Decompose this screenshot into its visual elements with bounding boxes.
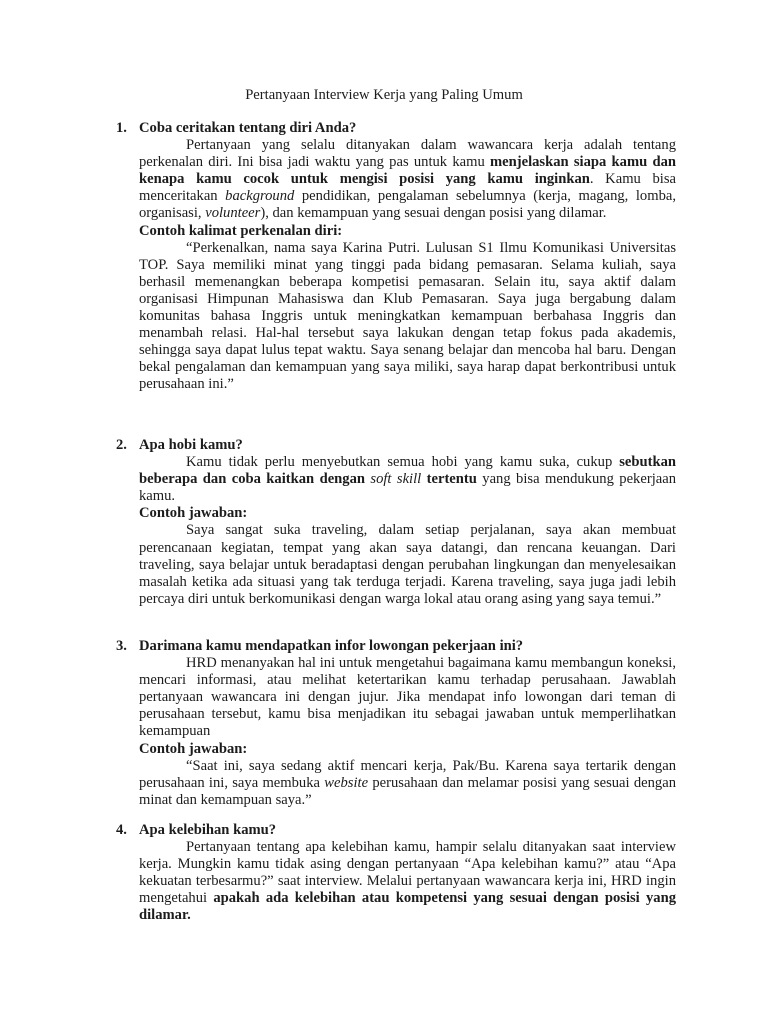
text-run: pendidikan, pengalaman sebelumnya (kerja, magang, lomba, organisasi, <box>139 188 676 222</box>
example-answer <box>116 522 676 607</box>
question-1 <box>116 120 676 394</box>
italic-text: volunteer <box>205 205 261 222</box>
question-heading <box>116 822 676 839</box>
example-label: Contoh kalimat perkenalan diri: <box>139 222 343 239</box>
bold-text: menjelaskan siapa kamu dan kenapa kamu cocok untuk mengisi posisi yang kamu inginkan <box>139 154 676 188</box>
text-run: “Saat ini, saya sedang aktif mencari kerja, Pak/Bu. Karena saya tertarik dengan perusahaan ini, saya membuka <box>139 757 676 791</box>
italic-text: background <box>225 188 295 205</box>
question-number: 2. <box>116 437 127 453</box>
text-run: yang bisa mendukung pekerjaan kamu. <box>139 471 676 505</box>
question-number: 1. <box>116 120 127 136</box>
bold-text: tertentu <box>421 471 477 488</box>
example-label: Contoh jawaban: <box>139 505 248 522</box>
bold-text: sebutkan beberapa dan coba kaitkan dengan <box>139 454 676 488</box>
italic-text: website <box>324 774 369 791</box>
text-run: . Kamu bisa menceritakan <box>139 171 676 205</box>
text-run: perusahaan dan melamar posisi yang sesuai dengan minat dan kemampuan saya.” <box>139 774 676 808</box>
question-2 <box>116 437 676 608</box>
text-run: Kamu tidak perlu menyebutkan semua hobi yang kamu suka, cukup <box>186 454 620 471</box>
example-label: Contoh jawaban: <box>139 740 248 757</box>
question-heading <box>116 437 676 454</box>
explanation-text: HRD menanyakan hal ini untuk mengetahui bagaimana kamu membangun koneksi, mencari informasi, atau melihat ketertarikan kamu terhadap perusahaan. Jawablah pertanyaan wawancara ini dengan jujur. Jika mendapat info lowongan dari teman di perusahaan tersebut, kamu bisa menjadikan itu sebagai jawaban untuk memperlihatkan kemampuan <box>139 655 676 740</box>
example-answer <box>116 758 676 809</box>
example-answer <box>116 240 676 394</box>
question-text: Coba ceritakan tentang diri Anda? <box>139 120 357 136</box>
bold-text: apakah ada kelebihan atau kompetensi yang sesuai dengan posisi yang dilamar. <box>139 890 676 924</box>
question-explanation <box>116 839 676 924</box>
example-text: Saya sangat suka traveling, dalam setiap perjalanan, saya akan membuat perencanaan kegiatan, tempat yang akan saya datangi, dan rencana keuangan. Dari traveling, saya belajar untuk beradaptasi dengan perubahan lingkungan dan menyelesaikan masalah ketika ada situasi yang tak terduga terjadi. Karena traveling, saya juga jadi lebih percaya diri untuk berkomunikasi dengan warga lokal atau orang asing yang saya temui.” <box>139 522 676 607</box>
document-title: Pertanyaan Interview Kerja yang Paling Umum <box>245 87 523 103</box>
question-explanation <box>116 454 676 505</box>
question-text: Apa kelebihan kamu? <box>139 822 277 838</box>
question-3 <box>116 638 676 809</box>
question-number: 3. <box>116 638 127 654</box>
text-run: Pertanyaan yang selalu ditanyakan dalam wawancara kerja adalah tentang perkenalan diri. Ini bisa jadi waktu yang pas untuk kamu <box>139 137 676 171</box>
question-heading <box>116 120 676 137</box>
question-number: 4. <box>116 822 127 838</box>
question-text: Darimana kamu mendapatkan infor lowongan pekerjaan ini? <box>139 638 524 654</box>
question-heading <box>116 638 676 655</box>
question-4 <box>116 822 676 925</box>
italic-text: soft skill <box>365 471 422 488</box>
text-run: Pertanyaan tentang apa kelebihan kamu, hampir selalu ditanyakan saat interview kerja. Mungkin kamu tidak asing dengan pertanyaan “Apa kelebihan kamu?” atau “Apa kekuatan terbesarmu?” saat interview. Melalui pertanyaan wawancara kerja ini, HRD ingin mengetahui <box>139 839 676 907</box>
question-explanation <box>116 137 676 222</box>
question-text: Apa hobi kamu? <box>139 437 243 453</box>
text-run: ), dan kemampuan yang sesuai dengan posisi yang dilamar. <box>260 205 607 222</box>
example-text: “Perkenalkan, nama saya Karina Putri. Lulusan S1 Ilmu Komunikasi Universitas TOP. Saya memiliki minat yang tinggi pada bidang pemasaran. Selama kuliah, saya berhasil memenangkan beberapa kompetisi pemasaran. Selain itu, saya aktif dalam organisasi Himpunan Mahasiswa dan Klub Pemasaran. Saya juga bergabung dalam komunitas bahasa Inggris untuk meningkatkan kemampuan berbahasa Inggris dan menambah relasi. Hal-hal tersebut saya lakukan dengan tetap fokus pada akademis, sehingga saya dapat lulus tepat waktu. Saya senang belajar dan mencoba hal baru. Dengan bekal pengalaman dan kemampuan yang saya miliki, saya harap dapat berkontribusi untuk perusahaan ini.” <box>139 239 676 393</box>
question-explanation <box>116 655 676 740</box>
